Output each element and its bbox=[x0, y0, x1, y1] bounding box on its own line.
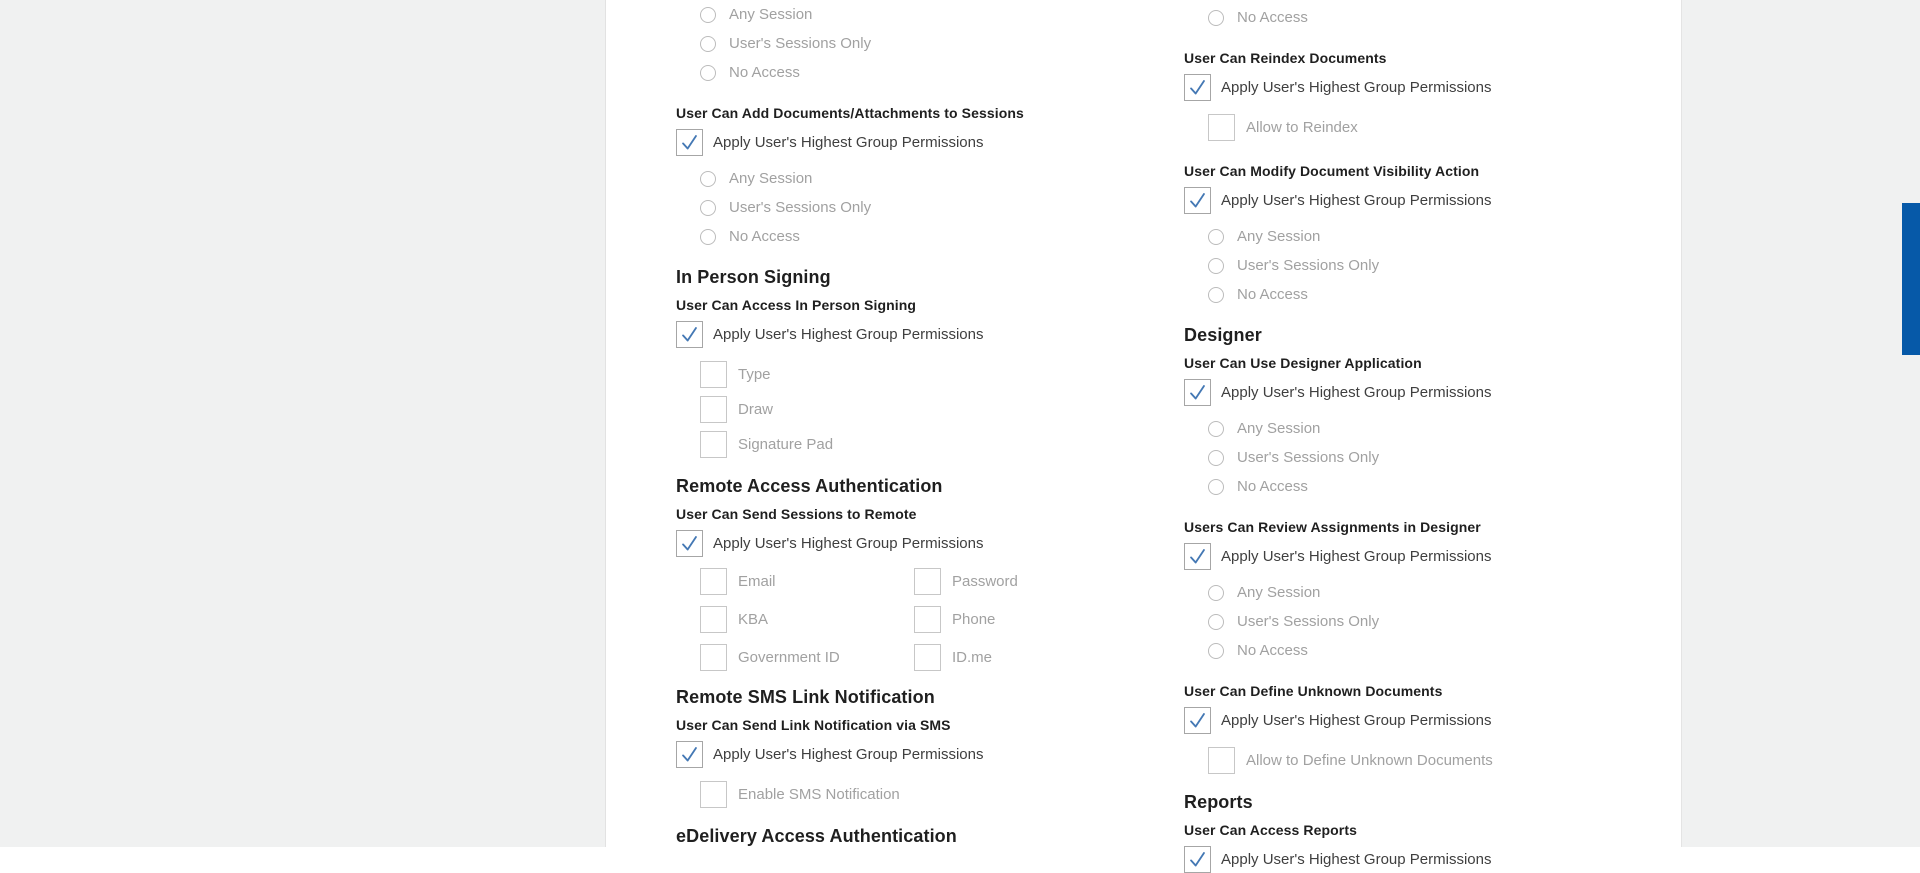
radio-label-user-s-sessions-only: User's Sessions Only bbox=[1237, 449, 1380, 466]
checked-checkbox-apply-highest-group-permissions[interactable] bbox=[1184, 543, 1211, 570]
section-header-in-person-signing: In Person Signing bbox=[676, 267, 831, 287]
apply-permissions-label: Apply User's Highest Group Permissions bbox=[1221, 547, 1492, 565]
radio-group bbox=[1184, 414, 1684, 501]
checkbox-label-enable-sms-notification: Enable SMS Notification bbox=[738, 785, 900, 803]
radio-label-user-s-sessions-only: User's Sessions Only bbox=[1237, 257, 1380, 274]
checked-checkbox-apply-highest-group-permissions[interactable] bbox=[676, 741, 703, 768]
radio-option-any-session[interactable] bbox=[1184, 578, 1684, 607]
apply-highest-group-permissions-row[interactable] bbox=[676, 320, 1176, 348]
radio-label-any-session: Any Session bbox=[1237, 228, 1321, 245]
checkmark-icon bbox=[677, 531, 702, 556]
apply-permissions-label: Apply User's Highest Group Permissions bbox=[1221, 383, 1492, 401]
permission-heading-user-can-modify-document-visibility-action: User Can Modify Document Visibility Action bbox=[1184, 163, 1480, 179]
permission-heading-user-can-reindex-documents: User Can Reindex Documents bbox=[1184, 50, 1387, 66]
radio-option-any-session[interactable] bbox=[676, 164, 1176, 193]
radio-label-user-s-sessions-only: User's Sessions Only bbox=[1237, 613, 1380, 630]
checkbox-label-government-id: Government ID bbox=[738, 648, 840, 666]
unchecked-checkbox-kba[interactable] bbox=[700, 606, 727, 633]
apply-permissions-label: Apply User's Highest Group Permissions bbox=[1221, 78, 1492, 96]
unchecked-checkbox-draw[interactable] bbox=[700, 396, 727, 423]
apply-highest-group-permissions-row[interactable] bbox=[1184, 73, 1684, 101]
checkbox-option-type[interactable] bbox=[676, 360, 1176, 388]
radio-option-user-s-sessions-only[interactable] bbox=[1184, 607, 1684, 636]
radio-icon-no-access[interactable] bbox=[1208, 10, 1224, 26]
radio-label-any-session: Any Session bbox=[729, 6, 813, 23]
radio-option-no-access[interactable] bbox=[676, 222, 1176, 251]
apply-highest-group-permissions-row[interactable] bbox=[1184, 186, 1684, 214]
unchecked-checkbox-phone[interactable] bbox=[914, 606, 941, 633]
unchecked-checkbox-allow-to-reindex[interactable] bbox=[1208, 114, 1235, 141]
checkbox-option-government-id[interactable] bbox=[700, 643, 914, 671]
permission-heading-user-can-send-sessions-to-remote: User Can Send Sessions to Remote bbox=[676, 506, 917, 522]
radio-icon-no-access[interactable] bbox=[1208, 287, 1224, 303]
checkbox-option-id-me[interactable] bbox=[914, 643, 992, 671]
checkmark-icon bbox=[1185, 380, 1210, 405]
radio-icon-user-s-sessions-only[interactable] bbox=[1208, 258, 1224, 274]
permission-heading-user-can-access-in-person-signing: User Can Access In Person Signing bbox=[676, 297, 917, 313]
permissions-column-left bbox=[676, 0, 1176, 848]
checkmark-icon bbox=[1185, 75, 1210, 100]
radio-label-any-session: Any Session bbox=[729, 170, 813, 187]
permission-heading-user-can-access-reports: User Can Access Reports bbox=[1184, 822, 1357, 838]
radio-label-no-access: No Access bbox=[729, 64, 800, 81]
checkbox-grid-row bbox=[676, 567, 1176, 595]
checkbox-label-allow-to-define-unknown-documents: Allow to Define Unknown Documents bbox=[1246, 751, 1493, 769]
radio-option-no-access[interactable] bbox=[1184, 280, 1684, 309]
permission-heading-user-can-send-link-notification-via-sms: User Can Send Link Notification via SMS bbox=[676, 717, 951, 733]
radio-icon-any-session[interactable] bbox=[1208, 585, 1224, 601]
checkbox-option-enable-sms-notification[interactable] bbox=[676, 780, 1176, 808]
unchecked-checkbox-allow-to-define-unknown-documents[interactable] bbox=[1208, 747, 1235, 774]
permission-heading-user-can-define-unknown-documents: User Can Define Unknown Documents bbox=[1184, 683, 1443, 699]
apply-highest-group-permissions-row[interactable] bbox=[1184, 542, 1684, 570]
radio-icon-any-session[interactable] bbox=[700, 171, 716, 187]
radio-icon-user-s-sessions-only[interactable] bbox=[1208, 614, 1224, 630]
checkbox-label-phone: Phone bbox=[952, 610, 996, 628]
section-header-remote-access-authentication: Remote Access Authentication bbox=[676, 476, 943, 496]
radio-option-no-access[interactable] bbox=[1184, 3, 1684, 32]
radio-option-any-session[interactable] bbox=[1184, 414, 1684, 443]
checkbox-label-type: Type bbox=[738, 365, 771, 383]
checked-checkbox-apply-highest-group-permissions[interactable] bbox=[676, 530, 703, 557]
checked-checkbox-apply-highest-group-permissions[interactable] bbox=[676, 129, 703, 156]
checkmark-icon bbox=[1185, 847, 1210, 872]
radio-group bbox=[1184, 578, 1684, 665]
radio-option-user-s-sessions-only[interactable] bbox=[676, 29, 1176, 58]
checkmark-icon bbox=[1185, 544, 1210, 569]
radio-group bbox=[676, 164, 1176, 251]
checkbox-option-email[interactable] bbox=[700, 567, 914, 595]
apply-permissions-label: Apply User's Highest Group Permissions bbox=[1221, 850, 1492, 868]
checkbox-list bbox=[1184, 746, 1684, 774]
unchecked-checkbox-signature-pad[interactable] bbox=[700, 431, 727, 458]
radio-option-no-access[interactable] bbox=[1184, 472, 1684, 501]
checked-checkbox-apply-highest-group-permissions[interactable] bbox=[1184, 379, 1211, 406]
apply-permissions-label: Apply User's Highest Group Permissions bbox=[713, 534, 984, 552]
radio-icon-no-access[interactable] bbox=[700, 65, 716, 81]
unchecked-checkbox-type[interactable] bbox=[700, 361, 727, 388]
checkbox-option-allow-to-reindex[interactable] bbox=[1184, 113, 1684, 141]
checkbox-label-kba: KBA bbox=[738, 610, 769, 628]
checkbox-option-kba[interactable] bbox=[700, 605, 914, 633]
radio-option-any-session[interactable] bbox=[676, 0, 1176, 29]
unchecked-checkbox-email[interactable] bbox=[700, 568, 727, 595]
apply-highest-group-permissions-row[interactable] bbox=[676, 128, 1176, 156]
checked-checkbox-apply-highest-group-permissions[interactable] bbox=[1184, 187, 1211, 214]
checkbox-label-email: Email bbox=[738, 572, 776, 590]
radio-icon-user-s-sessions-only[interactable] bbox=[700, 200, 716, 216]
unchecked-checkbox-password[interactable] bbox=[914, 568, 941, 595]
permissions-column-right bbox=[1184, 0, 1684, 873]
radio-label-user-s-sessions-only: User's Sessions Only bbox=[729, 35, 872, 52]
section-header-remote-sms-link-notification: Remote SMS Link Notification bbox=[676, 687, 935, 707]
checkbox-option-draw[interactable] bbox=[676, 395, 1176, 423]
permission-heading-user-can-add-documents-attachments-to-sessions: User Can Add Documents/Attachments to Sessions bbox=[676, 105, 1024, 121]
checkbox-grid-row bbox=[676, 643, 1176, 671]
checked-checkbox-apply-highest-group-permissions[interactable] bbox=[1184, 707, 1211, 734]
radio-group bbox=[1184, 3, 1684, 32]
checked-checkbox-apply-highest-group-permissions[interactable] bbox=[1184, 846, 1211, 873]
radio-group bbox=[676, 0, 1176, 87]
checkbox-label-password: Password bbox=[952, 572, 1018, 590]
radio-label-no-access: No Access bbox=[1237, 642, 1308, 659]
unchecked-checkbox-id-me[interactable] bbox=[914, 644, 941, 671]
radio-label-no-access: No Access bbox=[1237, 9, 1308, 26]
checkmark-icon bbox=[677, 322, 702, 347]
radio-icon-any-session[interactable] bbox=[1208, 229, 1224, 245]
apply-permissions-label: Apply User's Highest Group Permissions bbox=[713, 133, 984, 151]
checked-checkbox-apply-highest-group-permissions[interactable] bbox=[676, 321, 703, 348]
radio-option-user-s-sessions-only[interactable] bbox=[1184, 443, 1684, 472]
radio-option-user-s-sessions-only[interactable] bbox=[676, 193, 1176, 222]
section-header-edelivery-access-authentication: eDelivery Access Authentication bbox=[676, 826, 957, 846]
radio-icon-user-s-sessions-only[interactable] bbox=[700, 36, 716, 52]
radio-option-no-access[interactable] bbox=[676, 58, 1176, 87]
radio-icon-no-access[interactable] bbox=[1208, 643, 1224, 659]
checkmark-icon bbox=[1185, 188, 1210, 213]
radio-label-any-session: Any Session bbox=[1237, 420, 1321, 437]
checkbox-option-allow-to-define-unknown-documents[interactable] bbox=[1184, 746, 1684, 774]
unchecked-checkbox-enable-sms-notification[interactable] bbox=[700, 781, 727, 808]
radio-icon-no-access[interactable] bbox=[700, 229, 716, 245]
checkmark-icon bbox=[1185, 708, 1210, 733]
checkmark-icon bbox=[677, 742, 702, 767]
unchecked-checkbox-government-id[interactable] bbox=[700, 644, 727, 671]
radio-icon-any-session[interactable] bbox=[1208, 421, 1224, 437]
checkbox-grid bbox=[676, 567, 1176, 671]
apply-highest-group-permissions-row[interactable] bbox=[676, 529, 1176, 557]
apply-highest-group-permissions-row[interactable] bbox=[1184, 845, 1684, 873]
checkbox-label-allow-to-reindex: Allow to Reindex bbox=[1246, 118, 1358, 136]
radio-icon-any-session[interactable] bbox=[700, 7, 716, 23]
apply-highest-group-permissions-row[interactable] bbox=[1184, 378, 1684, 406]
checked-checkbox-apply-highest-group-permissions[interactable] bbox=[1184, 74, 1211, 101]
checkbox-option-phone[interactable] bbox=[914, 605, 995, 633]
apply-permissions-label: Apply User's Highest Group Permissions bbox=[713, 325, 984, 343]
checkbox-list bbox=[676, 360, 1176, 458]
radio-label-user-s-sessions-only: User's Sessions Only bbox=[729, 199, 872, 216]
radio-option-any-session[interactable] bbox=[1184, 222, 1684, 251]
radio-icon-user-s-sessions-only[interactable] bbox=[1208, 450, 1224, 466]
section-header-designer: Designer bbox=[1184, 325, 1262, 345]
radio-icon-no-access[interactable] bbox=[1208, 479, 1224, 495]
radio-label-no-access: No Access bbox=[729, 228, 800, 245]
checkmark-icon bbox=[677, 130, 702, 155]
radio-option-user-s-sessions-only[interactable] bbox=[1184, 251, 1684, 280]
checkbox-label-id-me: ID.me bbox=[952, 648, 993, 666]
apply-permissions-label: Apply User's Highest Group Permissions bbox=[713, 745, 984, 763]
checkbox-option-password[interactable] bbox=[914, 567, 1018, 595]
permissions-panel bbox=[605, 0, 1682, 868]
checkbox-list bbox=[676, 780, 1176, 808]
radio-group bbox=[1184, 222, 1684, 309]
checkbox-grid-row bbox=[676, 605, 1176, 633]
scrollbar-thumb[interactable] bbox=[1902, 203, 1920, 355]
radio-option-no-access[interactable] bbox=[1184, 636, 1684, 665]
apply-highest-group-permissions-row[interactable] bbox=[1184, 706, 1684, 734]
checkbox-option-signature-pad[interactable] bbox=[676, 430, 1176, 458]
checkbox-list bbox=[1184, 113, 1684, 141]
section-header-reports: Reports bbox=[1184, 792, 1253, 812]
checkbox-label-signature-pad: Signature Pad bbox=[738, 435, 834, 453]
checkbox-label-draw: Draw bbox=[738, 400, 774, 418]
apply-permissions-label: Apply User's Highest Group Permissions bbox=[1221, 191, 1492, 209]
radio-label-any-session: Any Session bbox=[1237, 584, 1321, 601]
radio-label-no-access: No Access bbox=[1237, 286, 1308, 303]
apply-highest-group-permissions-row[interactable] bbox=[676, 740, 1176, 768]
permission-heading-users-can-review-assignments-in-designer: Users Can Review Assignments in Designer bbox=[1184, 519, 1481, 535]
apply-permissions-label: Apply User's Highest Group Permissions bbox=[1221, 711, 1492, 729]
radio-label-no-access: No Access bbox=[1237, 478, 1308, 495]
permission-heading-user-can-use-designer-application: User Can Use Designer Application bbox=[1184, 355, 1422, 371]
